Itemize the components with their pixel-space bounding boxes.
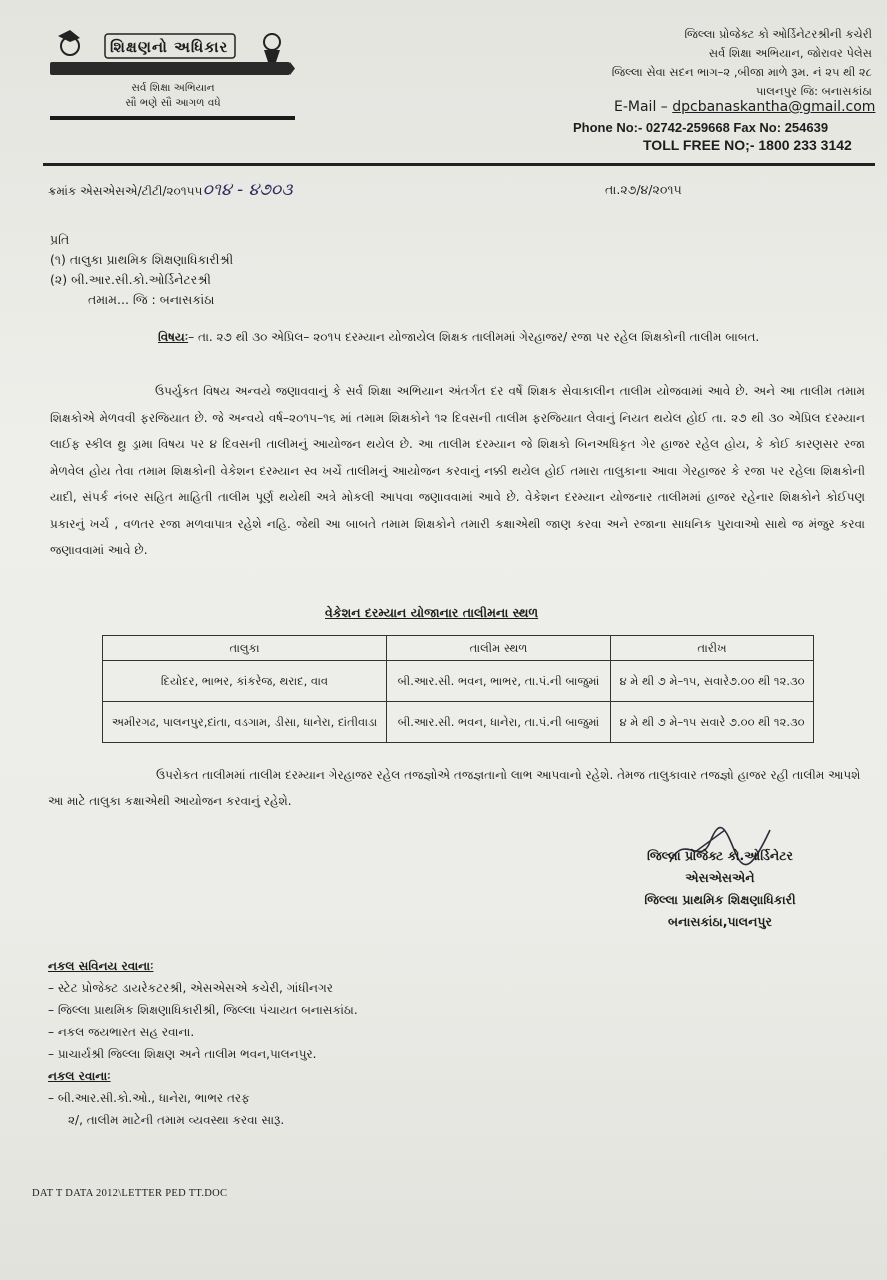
signatory-line: જિલ્લા પ્રાથમિક શિક્ષણાધિકારી: [644, 892, 796, 907]
signatory-line: જિલ્લા પ્રોજેક્ટ કો.ઓર્ડિનેટર: [647, 848, 793, 863]
email-line: [614, 99, 875, 115]
table-cell: બી.આર.સી. ભવન, ભાભર, તા.પં.ની બાજુમાં: [387, 661, 611, 702]
signatory-line: એસએસએને: [685, 870, 755, 885]
office-line: જિલ્લા પ્રોજેક્ટ કો ઓર્ડિનેટરશ્રીની કચેરી: [684, 27, 872, 41]
signatory-line: બનાસકાંઠા,પાલનપુર: [667, 914, 773, 929]
subject-text: – તા. ૨૭ થી ૩૦ એપ્રિલ– ૨૦૧૫ દરમ્યાન યોજાયેલ શિક્ષક તાલીમમાં ગેરહાજર/ રજા પર રહેલ શિક્ષકોની તાલીમ બાબત.: [188, 330, 760, 344]
table-cell: અમીરગઢ, પાલનપુર,દાંતા, વડગામ, ડીસા, ધાનેરા, દાંતીવાડા: [103, 702, 387, 743]
subject-line: [158, 330, 863, 345]
logo-underline: [50, 116, 295, 120]
logo-graphic: [50, 28, 295, 88]
copy-with-regards-heading: નકલ સવિનય રવાનાઃ: [48, 959, 154, 973]
venue-table: [102, 635, 814, 743]
recipients-heading: પ્રતિ: [50, 232, 70, 247]
logo-tagline-line: સૌ ભણે સૌ આગળ વધે: [125, 97, 221, 109]
copy-item: – સ્ટેટ પ્રોજેક્ટ ડાયરેકટરશ્રી, એસએસએ કચેરી, ગાંધીનગર: [48, 981, 333, 995]
letter-date: તા.૨૭/૪/૨૦૧૫: [605, 182, 682, 197]
reference-printed: ક્રમાંક એસએસએ/ટીટી/૨૦૧૫૫: [48, 184, 203, 198]
logo-tagline-line: સર્વ શિક્ષા અભિયાન: [131, 82, 215, 94]
file-path-footer: DAT T DATA 2012\LETTER PED TT.DOC: [32, 1188, 228, 1199]
reference-number: [48, 180, 292, 200]
office-line: સર્વ શિક્ષા અભિયાન, જોરાવર પેલેસ: [708, 46, 872, 60]
copy-item: – પ્રાચાર્યશ્રી જિલ્લા શિક્ષણ અને તાલીમ ભવન,પાલનપુર.: [48, 1047, 317, 1061]
copy-item: – જિલ્લા પ્રાથમિક શિક્ષણાધિકારીશ્રી, જિલ્લા પંચાયત બનાસકાંઠા.: [48, 1003, 358, 1017]
column-header: તારીખ: [611, 636, 814, 661]
closing-paragraph: ઉપરોકત તાલીમમાં તાલીમ દરમ્યાન ગેરહાજર રહેલ તજજ્ઞોએ તજજ્ઞતાનો લાભ આપવાનો રહેશે. તેમજ તાલુકાવાર તજજ્ઞો હાજર રહી તાલીમ આપશે આ માટે તાલુકા કક્ષાએથી આયોજન કરવાનું રહેશે.: [48, 768, 861, 808]
table-header-row: [103, 636, 814, 661]
table-cell: ૪ મે થી ૭ મે–૧૫ સવારે ૭.૦૦ થી ૧૨.૩૦: [611, 702, 814, 743]
table-row: [103, 702, 814, 743]
table-row: [103, 661, 814, 702]
reference-handwritten: ૦૧૪ - ૪૭૦૩: [202, 180, 293, 200]
toll-free-number: TOLL FREE NO;- 1800 233 3142: [643, 137, 852, 153]
body-paragraph: ઉપર્યુકત વિષય અન્વયે જણાવવાનું કે સર્વ શિક્ષા અભિયાન અંતર્ગત દર વર્ષે શિક્ષક સેવાકાલીન તાલીમ યોજવામાં આવે છે. અને આ તાલીમ તમામ શિક્ષકોએ મેળવવી ફરજિયાત છે. જે અન્વયે વર્ષ–૨૦૧૫–૧૬ માં તમામ શિક્ષકોને ૧૨ દિવસની તાલીમ ફરજિયાત લેવાનું નિયત થયેલ હોઈ તા. ૨૭ થી ૩૦ એપ્રિલ દરમ્યાન લાઈફ સ્કીલ થ્રુ ડ્રામા વિષય પર ૪ દિવસની તાલીમનું આયોજન થયેલ છે. આ તાલીમ દરમ્યાન જે શિક્ષકો બિનઅધિકૃત ગેર હાજર રહેલ હોય, કે કોઈ કારણસર રજા મેળવેલ હોય તેવા તમામ શિક્ષકોની વેકેશન દરમ્યાન સ્વ ખર્ચે તાલીમનું આયોજન કરવાનું નક્કી થયેલ હોઈ તમારા તાલુકાના આવા ગેરહાજર કે રજા પર રહેલા શિક્ષકોની યાદી, સંપર્ક નંબર સહિત માહિતી તાલીમ પૂર્ણ થયેથી અત્રે મોકલી આપવા જણાવવામાં આવે છે. વેકેશન દરમ્યાન યોજનાર તાલીમમાં હાજર રહેનાર શિક્ષકોને કોઈપણ પ્રકારનું ખર્ચ , વળતર રજા મળવાપાત્ર રહેશે નહિ. જેથી આ બાબતે તમામ શિક્ષકોને તમારી કક્ષાએથી જાણ કરવા અને રજાના સાધનિક પુરાવાઓ સાથે જ મંજુર કરવા જણાવવામાં આવે છે.: [50, 384, 865, 557]
logo-title: શિક્ષણનો અધિકાર: [110, 38, 229, 56]
recipients: [50, 230, 233, 310]
recipient-line: (૧) તાલુકા પ્રાથમિક શિક્ષણાધિકારીશ્રી: [50, 252, 234, 267]
logo-tagline: [98, 81, 248, 111]
column-header: તાલીમ સ્થળ: [387, 636, 611, 661]
office-line: પાલનપુર જિ: બનાસકાંઠા: [756, 84, 872, 98]
signatory-block: [600, 845, 840, 933]
copy-item: – નકલ જયભારત સહ રવાના.: [48, 1025, 195, 1039]
email-label: E-Mail –: [614, 99, 673, 115]
table-cell: બી.આર.સી. ભવન, ધાનેરા, તા.પં.ની બાજુમાં: [387, 702, 611, 743]
copy-to-heading: નકલ રવાનાઃ: [48, 1069, 111, 1083]
office-line: જિલ્લા સેવા સદન ભાગ–૨ ,બીજા માળે રૂમ. નં ૨૫ થી ૨૮: [611, 65, 872, 79]
phone-fax: Phone No:- 02742-259668 Fax No: 254639: [573, 120, 829, 135]
recipient-line: (૨) બી.આર.સી.કો.ઓર્ડિનેટરશ્રી: [50, 272, 211, 287]
office-address: [542, 25, 872, 101]
table-cell: દિયોદર, ભાભર, કાંકરેજ, થરાદ, વાવ: [103, 661, 387, 702]
header-divider: [43, 163, 875, 166]
copy-item: ૨/, તાલીમ માટેની તમામ વ્યવસ્થા કરવા સારૂ.: [68, 1113, 285, 1127]
copies-section: [48, 955, 358, 1131]
table-cell: ૪ મે થી ૭ મે–૧૫, સવારે૭.૦૦ થી ૧૨.૩૦: [611, 661, 814, 702]
subject-label: વિષયઃ: [158, 330, 189, 344]
recipient-line: તમામ... જિ : બનાસકાંઠા: [88, 292, 215, 307]
email-link[interactable]: dpcbanaskantha@gmail.com: [672, 99, 876, 115]
venue-table-title: વેકેશન દરમ્યાન યોજાનાર તાલીમના સ્થળ: [325, 605, 539, 620]
column-header: તાલુકા: [103, 636, 387, 661]
copy-item: – બી.આર.સી.કો.ઓ., ધાનેરા, ભાભર તરફ: [48, 1091, 250, 1105]
